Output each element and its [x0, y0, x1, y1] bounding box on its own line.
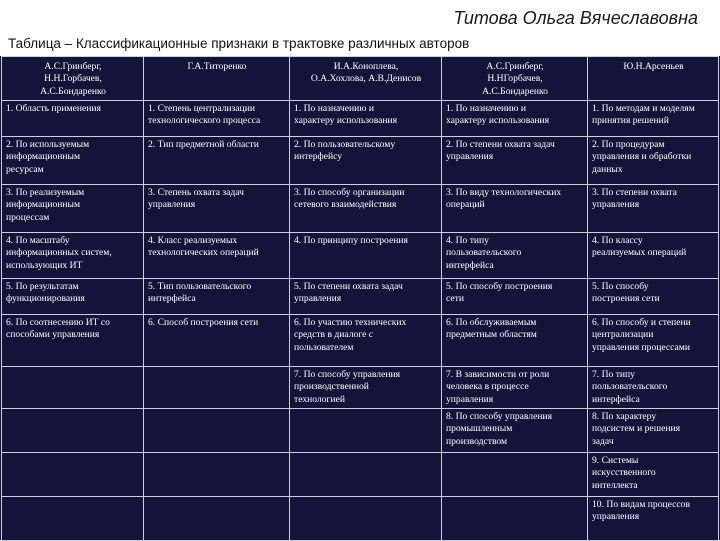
cell-line: промышленным — [446, 423, 513, 435]
table-cell — [588, 409, 719, 453]
table-cell — [2, 233, 144, 279]
cell-line: 1. По назначению и — [294, 103, 374, 114]
table-cell — [290, 101, 442, 137]
table-cell — [144, 137, 290, 185]
cell-line: средств в диалоге с — [294, 329, 374, 341]
cell-line: технологических операций — [148, 247, 259, 259]
cell-line: интерфейса — [592, 393, 640, 405]
cell-line: 3. По виду технологических — [446, 187, 562, 198]
cell-line: предметным областям — [446, 329, 537, 341]
table-cell — [588, 185, 719, 233]
cell-line: 8. По характеру — [592, 411, 657, 422]
column-header-4 — [442, 57, 588, 101]
cell-line: интерфейсу — [294, 151, 343, 163]
table-row — [2, 279, 719, 315]
cell-line: 4. Класс реализуемых — [148, 235, 238, 246]
cell-line: 4. По масштабу — [6, 235, 70, 246]
table-cell — [442, 101, 588, 137]
cell-line: способами управления — [6, 329, 100, 341]
table-cell — [442, 137, 588, 185]
cell-line: характеру использования — [446, 115, 550, 127]
table-cell — [588, 233, 719, 279]
table-cell — [290, 137, 442, 185]
cell-line: А.С.Гринберг, — [486, 61, 544, 72]
table-cell — [144, 101, 290, 137]
table-cell — [2, 185, 144, 233]
table-cell — [290, 453, 442, 497]
cell-line: информационным — [6, 199, 81, 211]
column-header-2 — [144, 57, 290, 101]
cell-line: 5. По способу — [592, 281, 649, 292]
table-cell — [290, 233, 442, 279]
cell-line: 5. По степени охвата задач — [294, 281, 403, 292]
column-header-5 — [588, 57, 719, 101]
cell-line: 3. По способу организации — [294, 187, 405, 198]
cell-line: пользовательского — [446, 247, 522, 259]
cell-line: управления и обработки — [592, 151, 692, 163]
table-cell — [588, 101, 719, 137]
cell-line: построения сети — [592, 293, 660, 305]
cell-line: 7. В зависимости от роли — [446, 369, 550, 380]
cell-line: 1. По методам и моделям — [592, 103, 695, 114]
table-cell — [290, 315, 442, 367]
cell-line: 7. По способу управления — [294, 369, 401, 380]
table-cell — [588, 497, 719, 541]
table-row — [2, 367, 719, 409]
cell-line: управления — [148, 199, 196, 211]
table-row — [2, 233, 719, 279]
cell-line: 6. По обслуживаемым — [446, 317, 537, 328]
table-cell — [144, 279, 290, 315]
table-cell — [588, 315, 719, 367]
table-cell — [2, 137, 144, 185]
cell-line: 3. Степень охвата задач — [148, 187, 244, 198]
cell-line: управления — [446, 151, 494, 163]
table-cell — [2, 453, 144, 497]
cell-line: 3. По реализуемым — [6, 187, 85, 198]
cell-line: 8. По способу управления — [446, 411, 553, 422]
cell-line: ресурсам — [6, 163, 44, 175]
table-area — [0, 56, 720, 540]
table-row — [2, 315, 719, 367]
table-cell — [290, 367, 442, 409]
table-cell — [588, 367, 719, 409]
cell-line: задач — [592, 435, 614, 447]
table-row — [2, 101, 719, 137]
table-cell — [2, 409, 144, 453]
table-cell — [442, 315, 588, 367]
table-cell — [144, 185, 290, 233]
table-cell — [144, 453, 290, 497]
cell-line: интеллекта — [592, 479, 638, 491]
table-cell — [290, 185, 442, 233]
cell-line: управления — [294, 293, 342, 305]
table-row — [2, 453, 719, 497]
cell-line: искусственного — [592, 467, 656, 479]
cell-line: А.С.Бондаренко — [482, 85, 548, 97]
cell-line: функционирования — [6, 293, 85, 305]
cell-line: сети — [446, 293, 464, 305]
cell-line: операций — [446, 199, 485, 211]
cell-line: пользователем — [294, 341, 354, 353]
table-cell — [290, 279, 442, 315]
cell-line: информационных систем, — [6, 247, 112, 259]
cell-line: управления процессами — [592, 341, 690, 353]
cell-line: 5. По результатам — [6, 281, 79, 292]
cell-line: 2. По используемым — [6, 139, 90, 150]
table-cell — [2, 497, 144, 541]
cell-line: 4. По классу — [592, 235, 643, 246]
table-cell — [144, 367, 290, 409]
table-cell — [144, 315, 290, 367]
table-caption: Таблица – Классификационные признаки в трактовке различных авторов — [8, 36, 470, 51]
cell-line: 2. По процедурам — [592, 139, 665, 150]
cell-line: 2. По степени охвата задач — [446, 139, 555, 150]
author-name: Титова Ольга Вячеславовна — [453, 8, 698, 28]
column-header-1 — [2, 57, 144, 101]
table-cell — [588, 279, 719, 315]
cell-line: информационным — [6, 151, 81, 163]
table-row — [2, 409, 719, 453]
cell-line: 6. По соотнесению ИТ со — [6, 317, 110, 328]
cell-line: И.А.Коноплева, — [333, 61, 399, 72]
cell-line: управления — [592, 511, 640, 523]
cell-line: 3. По степени охвата — [592, 187, 677, 198]
cell-line: 5. По способу построения — [446, 281, 553, 292]
table-row — [2, 137, 719, 185]
cell-line: реализуемых операций — [592, 247, 687, 259]
table-cell — [442, 497, 588, 541]
cell-line: А.С.Бондаренко — [40, 85, 106, 97]
cell-line: 4. По типу — [446, 235, 489, 246]
cell-line: производственной — [294, 381, 369, 393]
cell-line: 1. По назначению и — [446, 103, 526, 114]
cell-line: управления — [592, 199, 640, 211]
cell-line: подсистем и решения — [592, 423, 681, 435]
table-cell — [290, 409, 442, 453]
table-row — [2, 497, 719, 541]
cell-line: сетевого взаимодействия — [294, 199, 397, 211]
cell-line: 10. По видам процессов — [592, 499, 690, 510]
column-header-3 — [290, 57, 442, 101]
cell-line: интерфейса — [148, 293, 196, 305]
cell-line: 6. По участию технических — [294, 317, 407, 328]
table-cell — [144, 497, 290, 541]
cell-line: использующих ИТ — [6, 259, 83, 271]
cell-line: интерфейса — [446, 259, 494, 271]
title-bar — [0, 0, 720, 32]
table-cell — [442, 233, 588, 279]
cell-line: 6. По способу и степени — [592, 317, 691, 328]
cell-line: 9. Системы — [592, 455, 639, 466]
table-body — [2, 57, 719, 541]
table-cell — [290, 497, 442, 541]
cell-line: Н.НГорбачев, — [487, 73, 543, 85]
table-cell — [588, 453, 719, 497]
cell-line: Ю.Н.Арсеньев — [623, 61, 684, 72]
cell-line: процессам — [6, 211, 50, 223]
cell-line: 5. Тип пользовательского — [148, 281, 252, 292]
cell-line: данных — [592, 163, 623, 175]
table-cell — [442, 453, 588, 497]
classification-table — [1, 56, 719, 541]
cell-line: характеру использования — [294, 115, 398, 127]
cell-line: Н.Н.Горбачев, — [44, 73, 102, 85]
table-cell — [2, 367, 144, 409]
cell-line: Г.А.Титоренко — [187, 61, 247, 72]
cell-line: 2. Тип предметной области — [148, 139, 259, 150]
table-cell — [442, 367, 588, 409]
cell-line: централизации — [592, 329, 654, 341]
table-cell — [588, 137, 719, 185]
table-cell — [2, 279, 144, 315]
table-cell — [442, 279, 588, 315]
cell-line: 6. Способ построения сети — [148, 317, 259, 328]
table-cell — [442, 409, 588, 453]
cell-line: технологией — [294, 393, 345, 405]
table-cell — [2, 101, 144, 137]
cell-line: человека в процессе — [446, 381, 529, 393]
cell-line: 1. Степень централизации — [148, 103, 255, 114]
cell-line: 1. Область применения — [6, 103, 101, 114]
table-cell — [2, 315, 144, 367]
cell-line: 2. По пользовательскому — [294, 139, 396, 150]
table-row — [2, 185, 719, 233]
cell-line: А.С.Гринберг, — [44, 61, 102, 72]
cell-line: принятия решений — [592, 115, 669, 127]
cell-line: технологического процесса — [148, 115, 261, 127]
cell-line: О.А.Хохлова, А.В.Денисов — [310, 73, 422, 85]
cell-line: 4. По принципу построения — [294, 235, 408, 246]
cell-line: управления — [446, 393, 494, 405]
table-cell — [144, 409, 290, 453]
table-cell — [144, 233, 290, 279]
cell-line: 7. По типу — [592, 369, 635, 380]
table-cell — [442, 185, 588, 233]
cell-line: пользовательского — [592, 381, 668, 393]
header-row — [2, 57, 719, 101]
cell-line: производством — [446, 435, 508, 447]
